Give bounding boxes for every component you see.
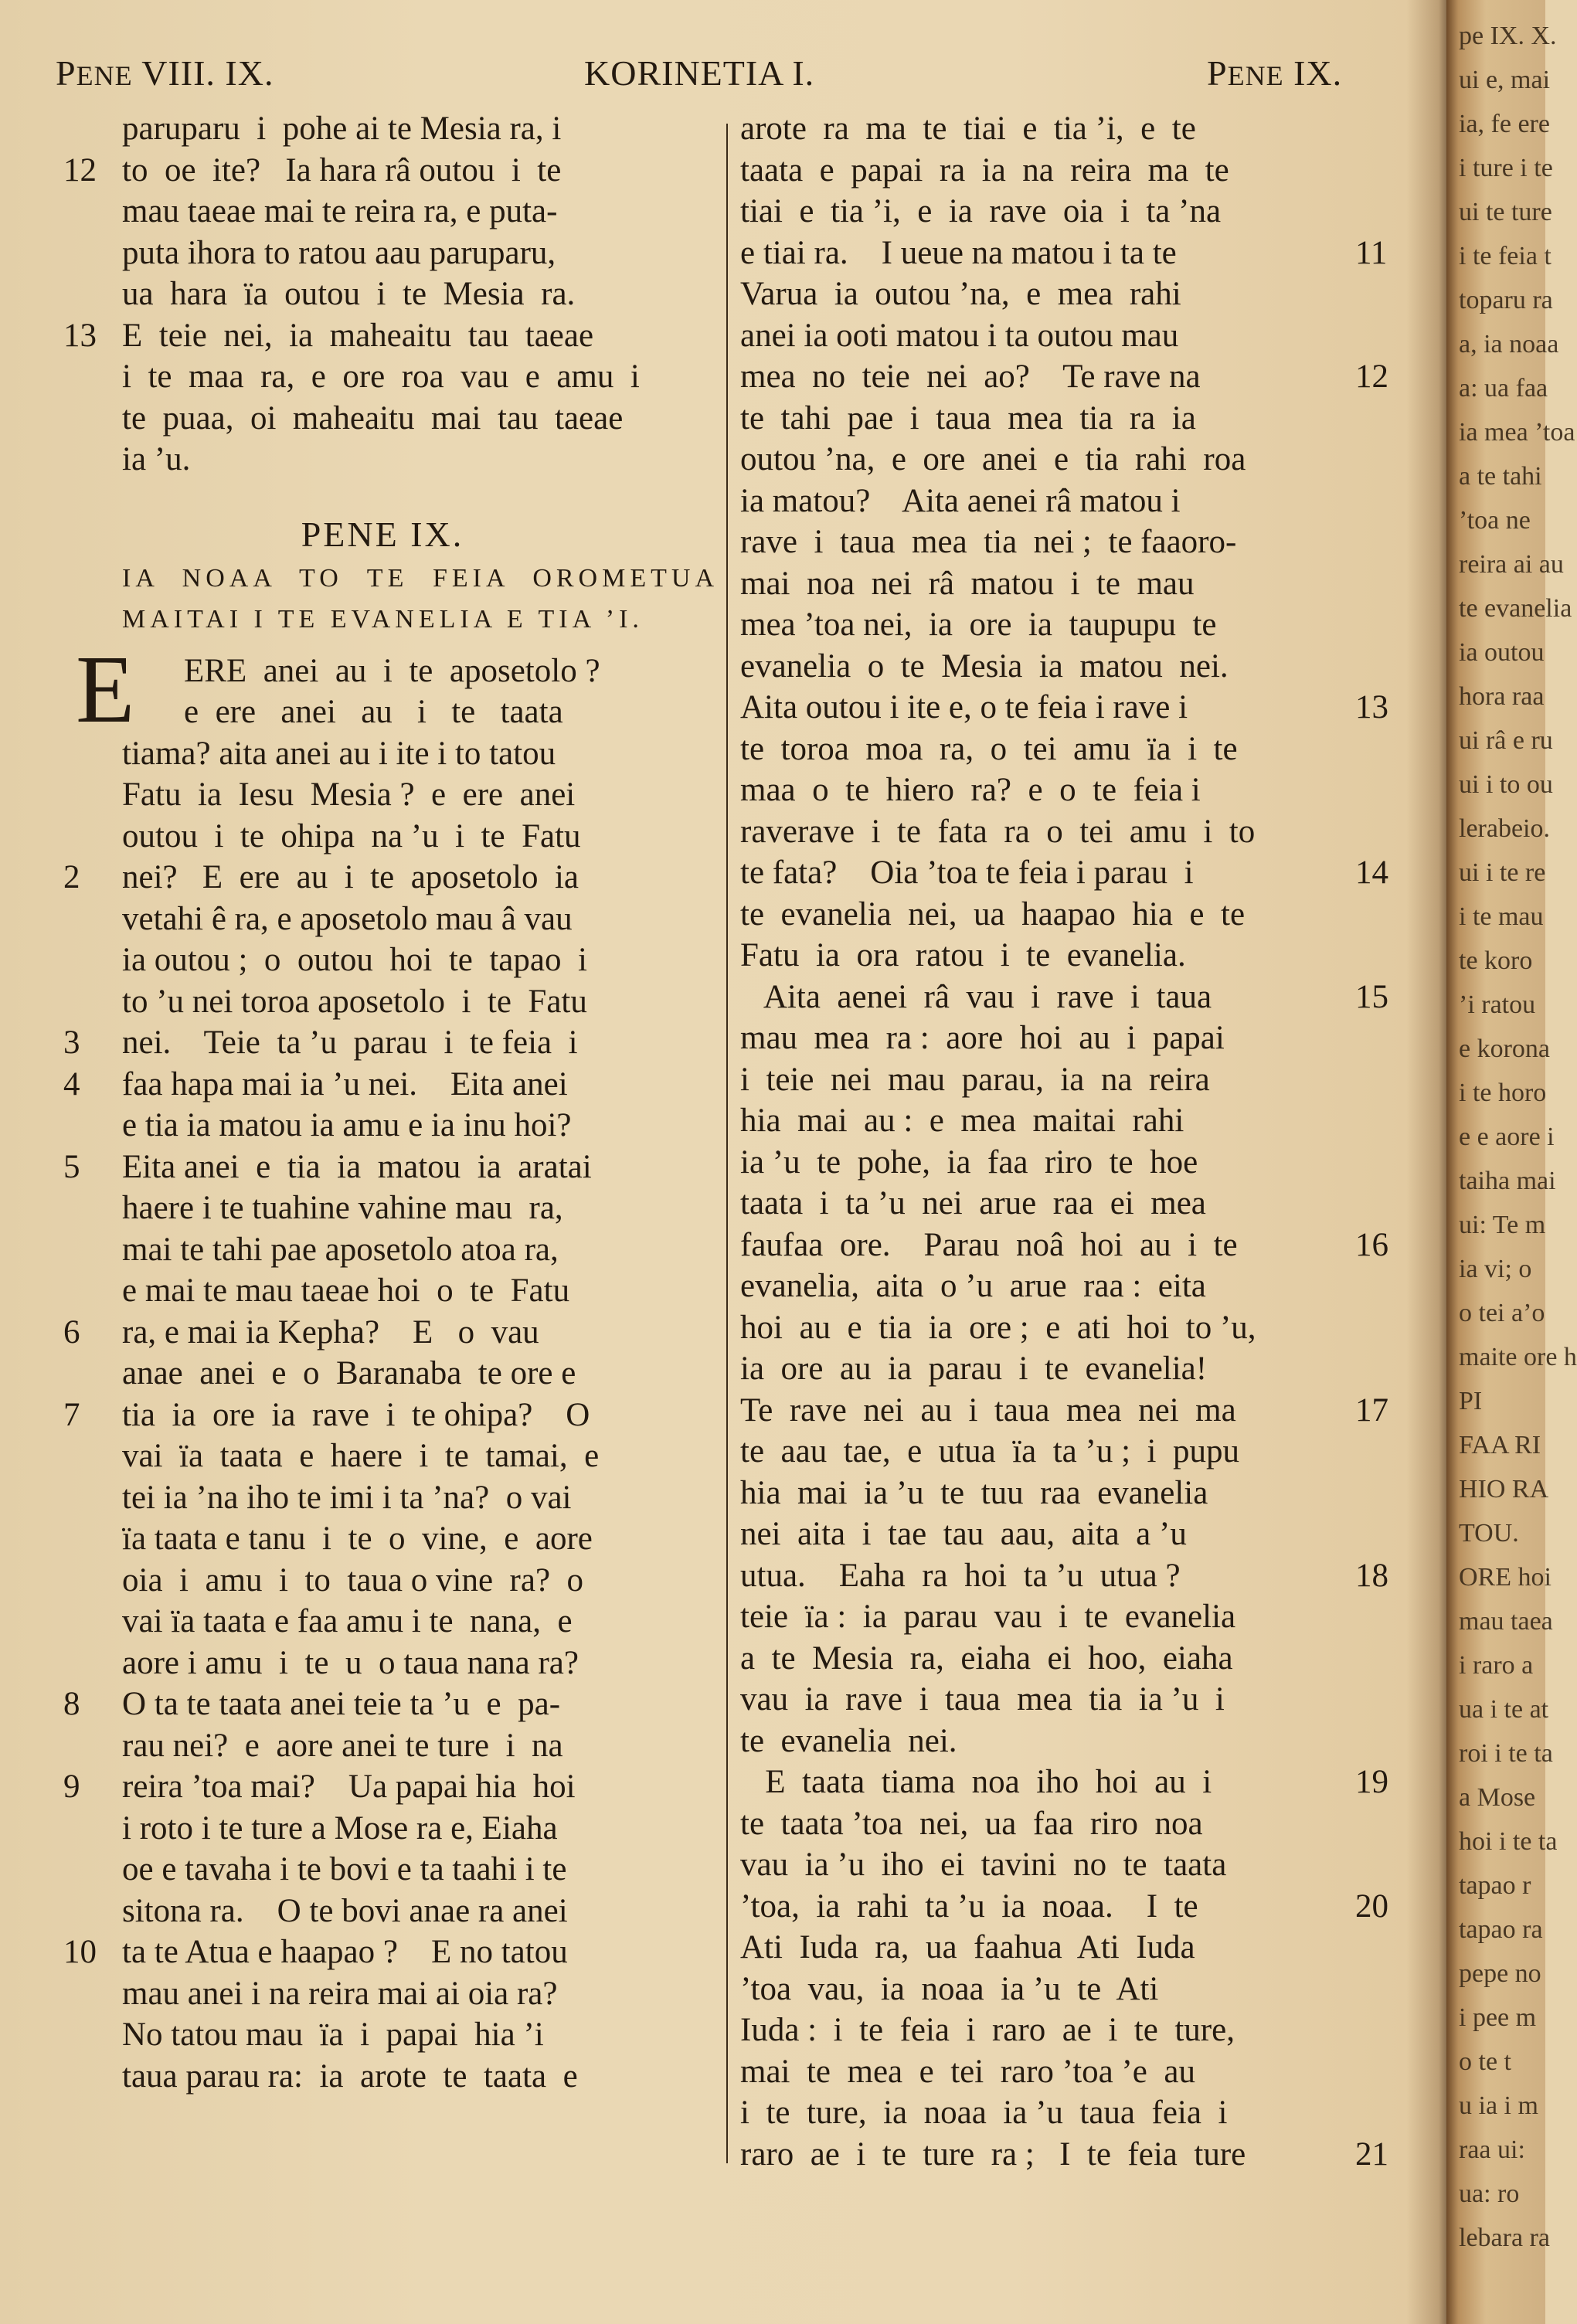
bleed-line: raa ui: (1459, 2135, 1525, 2164)
bleed-line: pe IX. X. (1459, 22, 1557, 50)
bleed-line: a, ia noaa (1459, 330, 1559, 358)
line-text: Fatu ia Iesu Mesia ? e ere anei (122, 776, 576, 813)
line-text: te toroa moa ra, o tei amu ïa i te (740, 730, 1238, 767)
line-text: raro ae i te ture ra ; I te feia ture (740, 2135, 1246, 2173)
text-line (46, 1849, 719, 1891)
line-text: ERE anei au i te aposetolo ? (184, 652, 600, 689)
left-column (46, 108, 719, 2097)
verse-number: 12 (63, 151, 97, 189)
line-text: mai te tahi pae aposetolo atoa ra, (122, 1231, 559, 1268)
left-lines-before (46, 108, 719, 481)
verse-number: 12 (1355, 358, 1388, 395)
line-text: tia ia ore ia rave i te ohipa? O (122, 1396, 590, 1433)
line-text: te evanelia nei. (740, 1722, 957, 1759)
text-line (46, 108, 719, 150)
text-line (46, 1270, 719, 1312)
bleed-line: te koro (1459, 946, 1533, 975)
line-text: reira ’toa mai? Ua papai hia hoi (122, 1768, 576, 1805)
line-text: to oe ite? Ia hara râ outou i te (122, 151, 562, 189)
text-line (740, 1390, 1412, 1432)
text-line (740, 1473, 1412, 1514)
line-text: mai te mea e tei raro ’toa ’e au (740, 2053, 1195, 2090)
text-line (46, 1229, 719, 1271)
text-line (740, 1762, 1412, 1803)
line-text: mau anei i na reira mai ai oia ra? (122, 1975, 558, 2012)
text-line (740, 315, 1412, 357)
verse-number: 15 (1355, 978, 1388, 1015)
text-line (46, 1808, 719, 1850)
text-line (46, 651, 719, 692)
line-text: evanelia o te Mesia ia matou nei. (740, 647, 1229, 685)
line-text: arote ra ma te tiai e tia ’i, e te (740, 110, 1196, 147)
text-line (740, 770, 1412, 811)
line-text: oe e tavaha i te bovi e ta taahi i te (122, 1851, 567, 1887)
line-text: hoi au e tia ia ore ; e ati hoi to ’u, (740, 1309, 1256, 1346)
bleed-line: ui i te re (1459, 858, 1546, 887)
line-text: hia mai au : e mea maitai rahi (740, 1103, 1184, 1139)
line-text: Iuda : i te feia i raro ae i te ture, (740, 2012, 1235, 2048)
verse-number: 2 (63, 859, 80, 895)
bleed-line: ua: ro (1459, 2180, 1520, 2208)
line-text: vetahi ê ra, e aposetolo mau â vau (122, 900, 573, 937)
bleed-line: ia, fe ere (1459, 110, 1550, 138)
bleed-line: TOU. (1459, 1519, 1519, 1548)
bleed-line: ui i to ou (1459, 770, 1553, 799)
text-line (740, 646, 1412, 688)
line-text: faufaa ore. Parau noâ hoi au i te (740, 1226, 1238, 1263)
line-text: tei ia ’na iho te imi i ta ’na? o vai (122, 1479, 572, 1516)
line-text: evanelia, aita o ’u arue raa : eita (740, 1268, 1206, 1304)
line-text: puta ihora to ratou aau paruparu, (122, 234, 556, 271)
bleed-line: ua i te at (1459, 1695, 1549, 1724)
text-line (46, 981, 719, 1023)
bleed-line: ui e, mai (1459, 66, 1551, 94)
line-text: aore i amu i te u o taua nana ra? (122, 1644, 579, 1681)
text-line (740, 191, 1412, 233)
right-lines (740, 108, 1412, 2175)
bleed-line: PI (1459, 1387, 1483, 1415)
text-line (46, 1312, 719, 1354)
verse-number: 9 (63, 1768, 80, 1805)
text-line (740, 2051, 1412, 2093)
verse-number: 13 (1355, 689, 1388, 725)
text-line (740, 150, 1412, 192)
line-text: tiai e tia ’i, e ia rave oia i ta ’na (740, 193, 1222, 229)
line-text: anae anei e o Baranaba te ore e (122, 1355, 576, 1391)
verse-number: 7 (63, 1396, 80, 1433)
text-line (740, 1431, 1412, 1473)
text-line (740, 729, 1412, 770)
running-head-left (56, 53, 274, 93)
text-line (46, 691, 719, 733)
line-text: i roto i te ture a Mose ra e, Eiaha (122, 1809, 558, 1847)
bleed-line: a: ua faa (1459, 374, 1548, 403)
line-text: i te maa ra, e ore roa vau e amu i (122, 358, 640, 395)
bleed-line: a Mose (1459, 1783, 1536, 1812)
text-line (740, 481, 1412, 522)
running-head-right (1207, 53, 1342, 93)
verse-number: 6 (63, 1313, 80, 1351)
left-lines-after (46, 651, 719, 2098)
line-text: ’toa vau, ia noaa ia ’u te Ati (740, 1970, 1159, 2007)
text-line (740, 1100, 1412, 1142)
bleed-line: lebara ra (1459, 2224, 1550, 2252)
bleed-line: o te t (1459, 2047, 1511, 2076)
line-text: rave i taua mea tia nei ; te faaoro- (740, 524, 1237, 560)
text-line (740, 439, 1412, 481)
line-text: sitona ra. O te bovi anae ra anei (122, 1892, 568, 1929)
bleed-line: ui râ e ru (1459, 726, 1553, 755)
text-line (740, 811, 1412, 853)
line-text: Varua ia outou ’na, e mea rahi (740, 276, 1181, 312)
line-text: E taata tiama noa iho hoi au i (740, 1764, 1212, 1800)
text-line (46, 150, 719, 192)
line-text: i teie nei mau parau, ia na reira (740, 1061, 1210, 1098)
text-line (740, 1969, 1412, 2010)
bleed-line: i raro a (1459, 1651, 1534, 1680)
text-line (46, 1684, 719, 1725)
text-line (46, 191, 719, 233)
bleed-line: ’i ratou (1459, 990, 1536, 1019)
line-text: vau ia rave i taua mea tia ia ’u i (740, 1681, 1225, 1718)
line-text: nei? E ere au i te aposetolo ia (122, 859, 579, 895)
text-line (46, 1147, 719, 1188)
text-line (46, 1766, 719, 1808)
chapter-heading: PENE IX. (301, 514, 464, 554)
line-text: e tia ia matou ia amu e ia inu hoi? (122, 1107, 572, 1143)
bleed-line: a te tahi (1459, 462, 1542, 491)
line-text: mai noa nei râ matou i te mau (740, 565, 1195, 602)
text-line (740, 2092, 1412, 2134)
bleed-line: maite ore h (1459, 1343, 1577, 1371)
line-text: No tatou mau ïa i papai hia ’i (122, 2017, 544, 2053)
line-text: rau nei? e aore anei te ture i na (122, 1727, 563, 1764)
line-text: e tiai ra. I ueue na matou i ta te (740, 234, 1177, 271)
bleed-line: hoi i te ta (1459, 1827, 1558, 1856)
verse-number: 21 (1355, 2135, 1388, 2173)
text-line (46, 816, 719, 858)
text-line (46, 2056, 719, 2098)
line-text: taata i ta ’u nei arue raa ei mea (740, 1185, 1206, 1221)
bleed-line: ’toa ne (1459, 506, 1531, 535)
line-text: a te Mesia ra, eiaha ei hoo, eiaha (740, 1639, 1233, 1677)
text-line (740, 1596, 1412, 1638)
line-text: paruparu i pohe ai te Mesia ra, i (122, 110, 562, 147)
bleed-line: i ture i te (1459, 154, 1553, 182)
line-text: e ere anei au i te taata (184, 694, 563, 730)
bleed-line: i te mau (1459, 902, 1544, 931)
gutter-shadow (1406, 0, 1453, 2324)
bleed-line: i pee m (1459, 2003, 1537, 2032)
line-text: vai ïa taata e haere i te tamai, e (122, 1438, 600, 1474)
line-text: oia i amu i to taua o vine ra? o (122, 1561, 584, 1599)
text-line (740, 852, 1412, 894)
bleed-line: taiha mai (1459, 1167, 1556, 1195)
line-text: ra, e mai ia Kepha? E o vau (122, 1313, 539, 1351)
verse-number: 5 (63, 1148, 80, 1185)
line-text: e mai te mau taeae hoi o te Fatu (122, 1272, 570, 1309)
text-line (46, 733, 719, 775)
column-rule (726, 124, 728, 2163)
bleed-line: i te feia t (1459, 242, 1552, 270)
verse-number: 3 (63, 1024, 80, 1061)
line-text: taua parau ra: ia arote te taata e (122, 2057, 578, 2095)
head-right-chapter: IX. (1283, 53, 1343, 93)
line-text: E teie nei, ia maheaitu tau taeae (122, 317, 594, 354)
text-line (740, 1514, 1412, 1555)
line-text: mau taeae mai te reira ra, e puta- (122, 193, 558, 229)
text-line (46, 274, 719, 315)
verse-number: 17 (1355, 1391, 1388, 1429)
text-line (740, 356, 1412, 398)
text-line (740, 1059, 1412, 1101)
line-text: ta te Atua e haapao ? E no tatou (122, 1934, 568, 1970)
bleed-line: o tei a’o (1459, 1299, 1545, 1327)
verse-number: 19 (1355, 1764, 1388, 1800)
text-line (46, 1560, 719, 1602)
line-text: mea no teie nei ao? Te rave na (740, 358, 1201, 395)
bleed-line: FAA RI (1459, 1431, 1541, 1459)
text-line (740, 894, 1412, 936)
text-line (740, 977, 1412, 1018)
line-text: te fata? Oia ’toa te feia i parau i (740, 855, 1194, 891)
line-text: te tahi pae i taua mea tia ra ia (740, 399, 1196, 437)
text-line (740, 1142, 1412, 1184)
bleed-line: reira ai au (1459, 550, 1564, 579)
line-text: Te rave nei au i taua mea nei ma (740, 1391, 1236, 1429)
text-line (46, 1105, 719, 1147)
line-text: to ’u nei toroa aposetolo i te Fatu (122, 983, 587, 1020)
text-line (740, 398, 1412, 440)
verse-number: 14 (1355, 855, 1388, 891)
bleed-line: hora raa (1459, 682, 1545, 711)
bleed-line: HIO RA (1459, 1475, 1549, 1503)
head-left-smallcaps: ENE (76, 60, 133, 91)
text-line (740, 1927, 1412, 1969)
line-text: Ati Iuda ra, ua faahua Ati Iuda (740, 1929, 1195, 1966)
chapter-summary: IA NOAA TO TE FEIA OROMETUA MAITAI I TE EVANELIA E TIA ’I. (122, 563, 719, 634)
line-text: ia ’u. (122, 441, 191, 477)
text-line (46, 398, 719, 440)
drop-cap: E (76, 637, 135, 743)
text-line (46, 774, 719, 816)
text-line (46, 439, 719, 481)
head-right-initial: P (1207, 53, 1228, 93)
next-page-edge (1446, 0, 1577, 2324)
line-text: O ta te taata anei teie ta ’u e pa- (122, 1686, 561, 1722)
bleed-line: ia mea ’toa (1459, 418, 1575, 447)
text-line (740, 1886, 1412, 1928)
text-line (46, 939, 719, 981)
line-text: mau mea ra : aore hoi au i papai (740, 1020, 1225, 1056)
text-line (740, 1348, 1412, 1390)
line-text: te aau tae, e utua ïa ta ’u ; i pupu (740, 1433, 1239, 1469)
text-line (46, 857, 719, 899)
text-line (740, 2010, 1412, 2051)
line-text: te evanelia nei, ua haapao hia e te (740, 895, 1246, 933)
line-text: ia outou ; o outou hoi te tapao i (122, 942, 587, 978)
line-text: vau ia ’u iho ei tavini no te taata (740, 1847, 1227, 1883)
line-text: utua. Eaha ra hoi ta ’u utua ? (740, 1557, 1181, 1594)
text-line (740, 1555, 1412, 1597)
line-text: outou ’na, e ore anei e tia rahi roa (740, 441, 1246, 477)
text-line (46, 1477, 719, 1519)
bleed-line: e korona (1459, 1035, 1551, 1063)
running-head-center: KORINETIA I. (584, 53, 815, 93)
bleed-line: tapao r (1459, 1871, 1531, 1900)
line-text: vai ïa taata e faa amu i te nana, e (122, 1603, 573, 1639)
line-text: ia ore au ia parau i te evanelia! (740, 1351, 1208, 1387)
line-text: anei ia ooti matou i ta outou mau (740, 317, 1179, 354)
text-line (740, 1638, 1412, 1680)
line-text: ua hara ïa outou i te Mesia ra. (122, 276, 576, 312)
bleed-line: mau taea (1459, 1607, 1553, 1636)
bleed-line: te evanelia (1459, 594, 1572, 623)
bleed-line: pepe no (1459, 1959, 1541, 1988)
line-text: tiama? aita anei au i ite i to tatou (122, 735, 556, 772)
verse-number: 4 (63, 1065, 80, 1103)
line-text: teie ïa : ia parau vau i te evanelia (740, 1599, 1236, 1635)
line-text: taata e papai ra ia na reira ma te (740, 151, 1229, 189)
text-line (740, 274, 1412, 315)
text-line (46, 1395, 719, 1436)
text-line (46, 1518, 719, 1560)
text-line (46, 1436, 719, 1477)
text-line (46, 1973, 719, 2015)
bleed-line: ORE hoi (1459, 1563, 1552, 1592)
text-line (740, 1803, 1412, 1845)
text-line (46, 356, 719, 398)
right-column (740, 108, 1412, 2175)
line-text: maa o te hiero ra? e o te feia i (740, 772, 1201, 808)
line-text: ïa taata e tanu i te o vine, e aore (122, 1520, 593, 1557)
line-text: ia ’u te pohe, ia faa riro te hoe (740, 1143, 1198, 1181)
line-text: haere i te tuahine vahine mau ra, (122, 1190, 563, 1226)
verse-number: 18 (1355, 1557, 1388, 1594)
bleed-line: i te horo (1459, 1079, 1547, 1107)
text-line (46, 1064, 719, 1106)
text-line (740, 2134, 1412, 2176)
text-line (740, 1721, 1412, 1762)
text-line (46, 2014, 719, 2056)
text-line (740, 563, 1412, 605)
line-text: nei. Teie ta ’u parau i te feia i (122, 1024, 578, 1061)
text-line (46, 1187, 719, 1229)
text-line (740, 1018, 1412, 1059)
bleed-line: ia outou (1459, 638, 1545, 667)
line-text: nei aita i tae tau aau, aita a ’u (740, 1516, 1187, 1552)
verse-number: 16 (1355, 1226, 1388, 1263)
line-text: i te ture, ia noaa ia ’u taua feia i (740, 2095, 1228, 2131)
bleed-line: e e aore i (1459, 1123, 1555, 1151)
text-line (46, 233, 719, 274)
text-line (740, 1266, 1412, 1307)
bleed-line: roi i te ta (1459, 1739, 1553, 1768)
verse-number: 20 (1355, 1887, 1388, 1925)
text-line (740, 1307, 1412, 1349)
line-text: Eita anei e tia ia matou ia aratai (122, 1148, 592, 1185)
text-line (740, 1844, 1412, 1886)
text-line (46, 1601, 719, 1643)
bleed-line: toparu ra (1459, 286, 1553, 314)
verse-number: 11 (1355, 234, 1388, 271)
text-line (740, 687, 1412, 729)
head-left-chapters: VIII. IX. (132, 53, 274, 93)
line-text: Aita aenei râ vau i rave i taua (740, 978, 1212, 1015)
text-line (740, 935, 1412, 977)
text-line (740, 1183, 1412, 1225)
head-left-initial: P (56, 53, 76, 93)
line-text: hia mai ia ’u te tuu raa evanelia (740, 1474, 1208, 1511)
line-text: te taata ’toa nei, ua faa riro noa (740, 1805, 1203, 1842)
bleed-line: ia vi; o (1459, 1255, 1532, 1283)
verse-number: 8 (63, 1686, 80, 1722)
verse-number: 13 (63, 317, 97, 354)
bleed-line: tapao ra (1459, 1915, 1543, 1944)
line-text: ia matou? Aita aenei râ matou i (740, 482, 1181, 519)
text-line (740, 522, 1412, 563)
line-text: te puaa, oi maheaitu mai tau taeae (122, 399, 624, 437)
text-line (46, 1725, 719, 1767)
bleed-line: lerabeio. (1459, 814, 1550, 843)
text-line (46, 1022, 719, 1064)
text-line (740, 108, 1412, 150)
text-line (740, 1225, 1412, 1266)
verse-number: 10 (63, 1934, 97, 1970)
text-line (46, 1353, 719, 1395)
text-line (46, 1643, 719, 1684)
bleed-line: u ia i m (1459, 2091, 1538, 2120)
line-text: raverave i te fata ra o tei amu i to (740, 813, 1256, 850)
text-line (740, 233, 1412, 274)
text-line (46, 899, 719, 940)
line-text: Aita outou i ite e, o te feia i rave i (740, 689, 1188, 725)
text-line (740, 1679, 1412, 1721)
line-text: Fatu ia ora ratou i te evanelia. (740, 937, 1186, 973)
line-text: faa hapa mai ia ’u nei. Eita anei (122, 1065, 568, 1103)
text-line (46, 1932, 719, 1973)
bleed-line: ui: Te m (1459, 1211, 1546, 1239)
line-text: outou i te ohipa na ’u i te Fatu (122, 817, 581, 855)
head-right-smallcaps: ENE (1227, 60, 1284, 91)
text-line (740, 604, 1412, 646)
line-text: mea ’toa nei, ia ore ia taupupu te (740, 606, 1217, 643)
text-line (46, 1891, 719, 1932)
line-text: ’toa, ia rahi ta ’u ia noaa. I te (740, 1887, 1198, 1925)
bleed-line: ui te ture (1459, 198, 1552, 226)
text-line (46, 315, 719, 357)
